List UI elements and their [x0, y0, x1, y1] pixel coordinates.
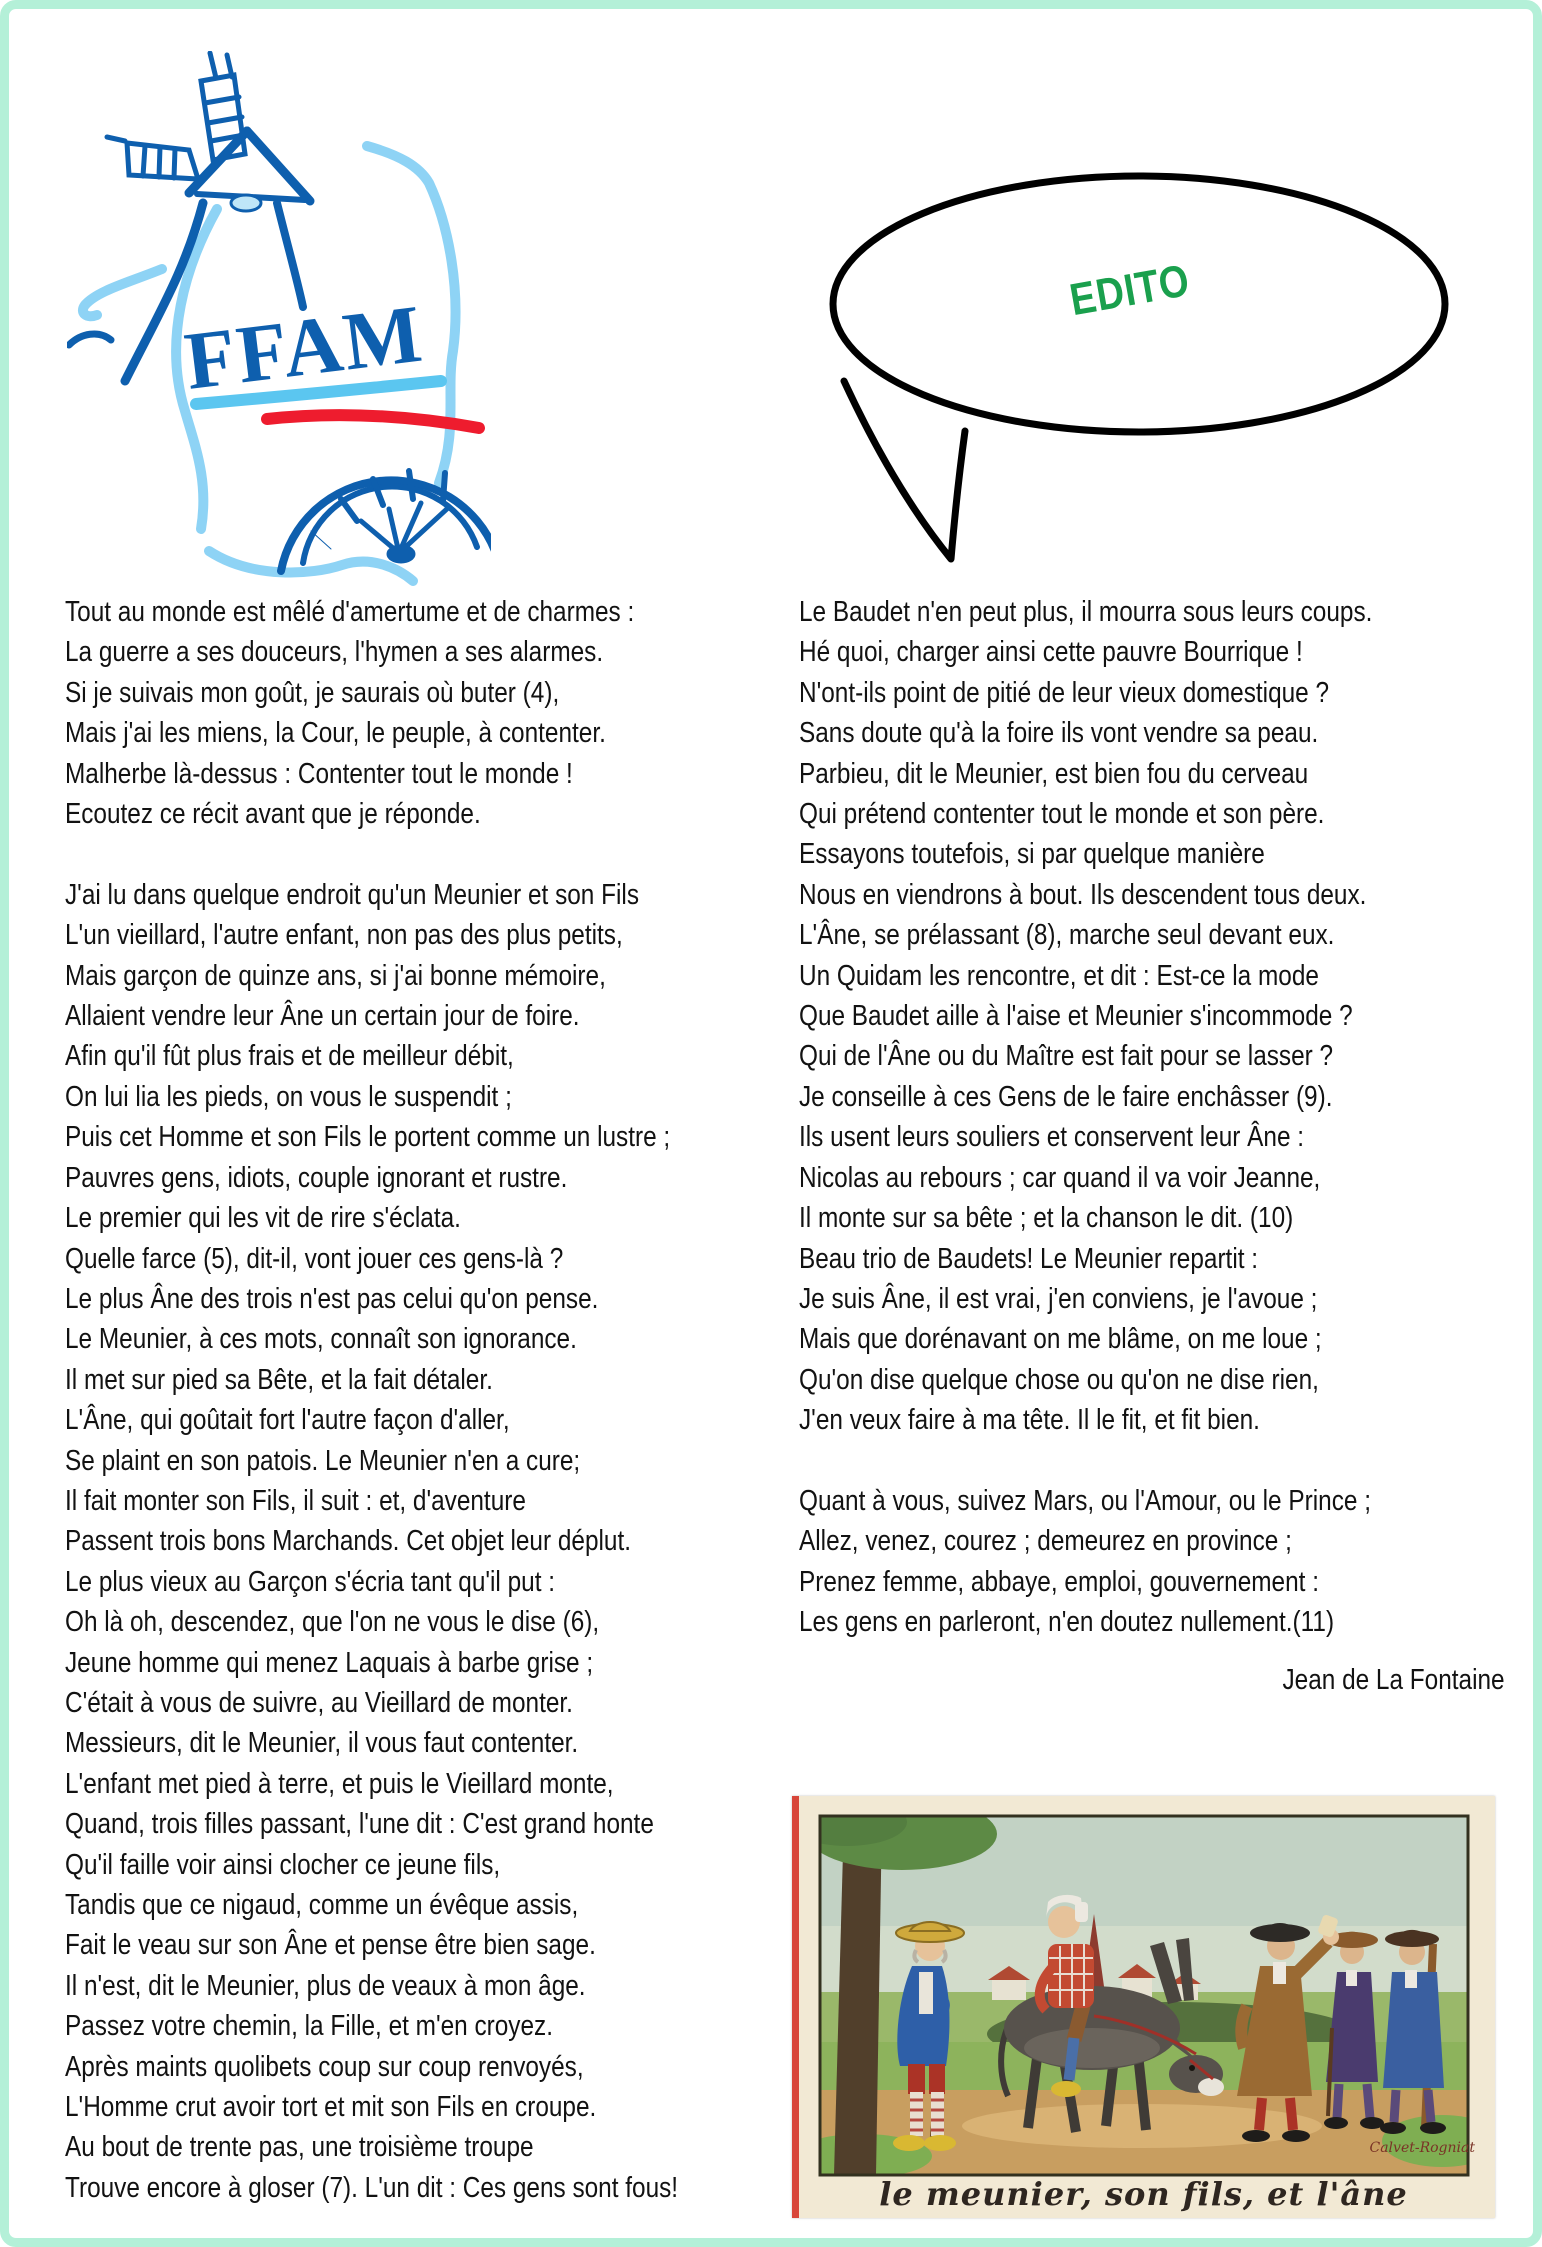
poem-line: L'enfant met pied à terre, et puis le Vieillard monte,	[65, 1767, 614, 1800]
donkey-muzzle	[1198, 2078, 1224, 2096]
windmill-window	[231, 195, 261, 211]
ffam-logo-drawing	[67, 51, 491, 586]
mill-wheel	[281, 471, 491, 571]
ffam-acronym: FFAM	[180, 287, 429, 407]
poem-line: Beau trio de Baudets! Le Meunier repartit :	[799, 1242, 1259, 1275]
poem-line: Qui prétend contenter tout le monde et son père.	[799, 798, 1325, 831]
windmill-sail-left	[107, 137, 198, 179]
poem-line: L'un vieillard, l'autre enfant, non pas des plus petits,	[65, 919, 623, 952]
poem-line: Parbieu, dit le Meunier, est bien fou du cerveau	[799, 757, 1309, 790]
poem-line: Il fait monter son Fils, il suit : et, d'aventure	[65, 1484, 526, 1517]
poem-line: Le Meunier, à ces mots, connaît son ignorance.	[65, 1323, 577, 1356]
poem-line: Au bout de trente pas, une troisième troupe	[65, 2131, 534, 2164]
poem-line: Qu'on dise quelque chose ou qu'on ne dise rien,	[799, 1363, 1319, 1396]
ffam-logo	[67, 51, 491, 586]
edito-bubble	[814, 159, 1479, 571]
poem-line: Si je suivais mon goût, je saurais où buter (4),	[65, 676, 560, 709]
poem-line: L'Âne, se prélassant (8), marche seul devant eux.	[799, 919, 1335, 952]
poem-line: Après maints quolibets coup sur coup renvoyés,	[65, 2050, 584, 2083]
speech-bubble-shape	[814, 159, 1479, 571]
poem-line: Fait le veau sur son Âne et pense être bien sage.	[65, 1929, 596, 1962]
poem-line: Essayons toutefois, si par quelque manière	[799, 838, 1265, 871]
poem-line	[799, 1441, 1542, 1481]
poem-line: Passent trois bons Marchands. Cet objet leur déplut.	[65, 1525, 632, 1558]
poem-line: La guerre a ses douceurs, l'hymen a ses alarmes.	[65, 636, 604, 669]
poem-line: Le plus vieux au Garçon s'écria tant qu'il put :	[65, 1565, 556, 1598]
poem-line: Afin qu'il fût plus frais et de meilleur débit,	[65, 1040, 514, 1073]
poem-line: Mais que dorénavant on me blâme, on me loue ;	[799, 1323, 1322, 1356]
poem-line: Je conseille à ces Gens de le faire enchâsser (9).	[799, 1080, 1333, 1113]
edito-title: EDITO	[1066, 254, 1194, 326]
poem-line: Malherbe là-dessus : Contenter tout le monde !	[65, 757, 573, 790]
speech-bubble-tail	[844, 381, 965, 559]
poem-line: Qui de l'Âne ou du Maître est fait pour se lasser ?	[799, 1040, 1334, 1073]
poem-line: Passez votre chemin, la Fille, et m'en croyez.	[65, 2010, 553, 2043]
poem-line: Ecoutez ce récit avant que je réponde.	[65, 798, 481, 831]
logo-red-swoosh	[267, 415, 479, 428]
poem-line: Hé quoi, charger ainsi cette pauvre Bourrique !	[799, 636, 1303, 669]
poem-line	[65, 834, 821, 874]
poem-line: Un Quidam les rencontre, et dit : Est-ce la mode	[799, 959, 1319, 992]
poem-line: Ils usent leurs souliers et conservent leur Âne :	[799, 1121, 1305, 1154]
poem-line: Quelle farce (5), dit-il, vont jouer ces gens-là ?	[65, 1242, 564, 1275]
poem-line: Les gens en parleront, n'en doutez nullement.(11)	[799, 1606, 1335, 1639]
poem-line: Tandis que ce nigaud, comme un évêque assis,	[65, 1889, 579, 1921]
miller-clog	[924, 2135, 956, 2151]
poem-line: Mais j'ai les miens, la Cour, le peuple, à contenter.	[65, 717, 606, 750]
poem-line: Nicolas au rebours ; car quand il va voir Jeanne,	[799, 1161, 1321, 1194]
poem-line: Qu'il faille voir ainsi clocher ce jeune fils,	[65, 1848, 501, 1881]
author-signature: Jean de La Fontaine	[1282, 1664, 1505, 1696]
poem-line: Je suis Âne, il est vrai, j'en conviens, je l'avoue ;	[799, 1282, 1318, 1315]
poem-line: Allez, venez, courez ; demeurez en province ;	[799, 1525, 1292, 1558]
poem-line: On lui lia les pieds, on vous le suspendit ;	[65, 1080, 512, 1113]
poem-line: Oh là oh, descendez, que l'on ne vous le dise (6),	[65, 1606, 600, 1639]
poem-line: Pauvres gens, idiots, couple ignorant et rustre.	[65, 1161, 568, 1194]
poem-line: L'Âne, qui goûtait fort l'autre façon d'aller,	[65, 1404, 510, 1437]
poem-line: Il met sur pied sa Bête, et la fait détaler.	[65, 1363, 493, 1396]
miller-clog	[893, 2135, 925, 2151]
poem-line: Nous en viendrons à bout. Ils descendent tous deux.	[799, 878, 1367, 911]
map-accent-stroke	[69, 334, 111, 345]
poem-line: C'était à vous de suivre, au Vieillard de monter.	[65, 1686, 573, 1719]
poem-right-column	[799, 592, 1542, 1643]
poem-line: Le premier qui les vit de rire s'éclata.	[65, 1202, 461, 1235]
poem-line: Quant à vous, suivez Mars, ou l'Amour, ou le Prince ;	[799, 1484, 1371, 1517]
postcard-red-edge	[792, 1796, 799, 2218]
poem-line: Jeune homme qui menez Laquais à barbe grise ;	[65, 1646, 594, 1679]
poem-line: Trouve encore à gloser (7). L'un dit : Ces gens sont fous!	[65, 2171, 679, 2204]
poem-line: Sans doute qu'à la foire ils vont vendre sa peau.	[799, 717, 1319, 750]
poem-line: Se plaint en son patois. Le Meunier n'en a cure;	[65, 1444, 581, 1477]
poem-left-column	[65, 592, 821, 2208]
poem-line: N'ont-ils point de pitié de leur vieux domestique ?	[799, 676, 1330, 709]
poem-line: J'en veux faire à ma tête. Il le fit, et fit bien.	[799, 1404, 1260, 1437]
postcard-caption: le meunier, son fils, et l'âne	[879, 2175, 1408, 2213]
poem-line: L'Homme crut avoir tort et mit son Fils en croupe.	[65, 2091, 597, 2124]
poem-line: Puis cet Homme et son Fils le portent comme un lustre ;	[65, 1121, 671, 1154]
poem-line: Tout au monde est mêlé d'amertume et de charmes :	[65, 596, 635, 628]
poem-line: Prenez femme, abbaye, emploi, gouvernement :	[799, 1565, 1319, 1598]
poem-line: Il n'est, dit le Meunier, plus de veaux à mon âge.	[65, 1969, 586, 2002]
poem-line: Quand, trois filles passant, l'une dit : C'est grand honte	[65, 1808, 654, 1841]
poem-line: Mais garçon de quinze ans, si j'ai bonne mémoire,	[65, 959, 606, 992]
artist-signature: Calvet-Rogniat	[1369, 2140, 1475, 2156]
poem-line: Il monte sur sa bête ; et la chanson le dit. (10)	[799, 1202, 1294, 1235]
poem-line: J'ai lu dans quelque endroit qu'un Meunier et son Fils	[65, 878, 639, 911]
poem-line: Que Baudet aille à l'aise et Meunier s'incommode ?	[799, 1000, 1353, 1033]
son-clog	[1051, 2081, 1081, 2097]
postcard-illustration	[792, 1796, 1495, 2218]
poem-line: Messieurs, dit le Meunier, il vous faut contenter.	[65, 1727, 579, 1760]
poem-line: Allaient vendre leur Âne un certain jour de foire.	[65, 1000, 580, 1033]
poem-line: Le Baudet n'en peut plus, il mourra sous leurs coups.	[799, 596, 1373, 628]
poem-line: Le plus Âne des trois n'est pas celui qu'on pense.	[65, 1282, 599, 1315]
